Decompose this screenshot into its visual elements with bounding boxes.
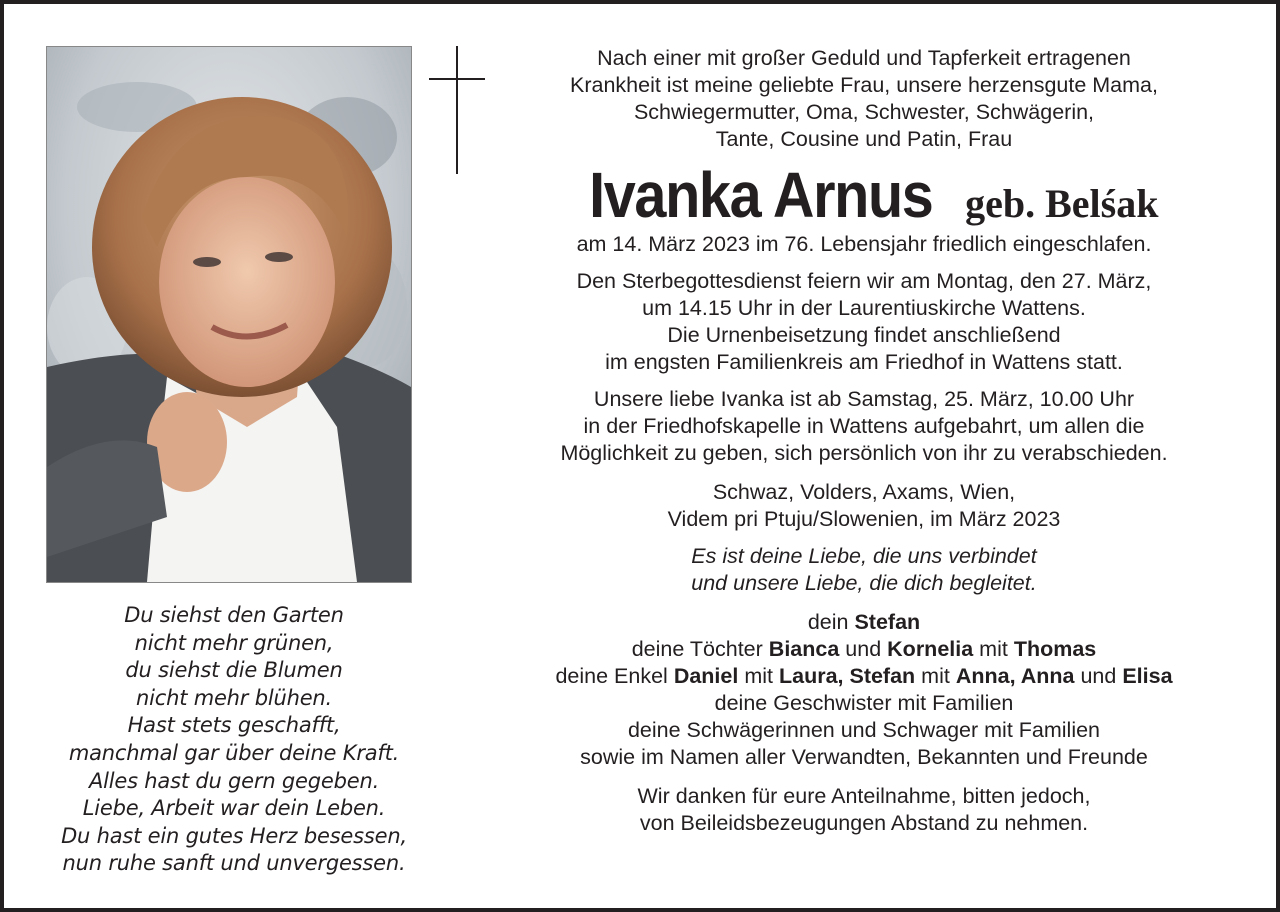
- poem-line: Du siehst den Garten: [124, 603, 344, 627]
- mourner-name: Kornelia: [887, 637, 974, 661]
- latin-cross-icon: [429, 46, 485, 174]
- funeral-service-paragraph: [504, 268, 1224, 376]
- intro-line: Schwiegermutter, Oma, Schwester, Schwägerin,: [633, 100, 1095, 124]
- poem-line: nicht mehr grünen,: [134, 630, 334, 655]
- quote-line: Es ist deine Liebe, die uns verbindet: [691, 544, 1037, 568]
- mourner-grandchildren: [504, 663, 1224, 690]
- viewing-line: Möglichkeit zu geben, sich persönlich von ihr zu verabschieden.: [560, 441, 1168, 465]
- poem-line: Hast stets geschafft,: [127, 713, 341, 738]
- closing-line: von Beileidsbezeugungen Abstand zu nehmen.: [639, 811, 1089, 835]
- place-line: Videm pri Ptuju/Slowenien, im März 2023: [667, 507, 1061, 531]
- mourner-siblings: deine Geschwister mit Familien: [714, 691, 1014, 715]
- mourner-relation: deine Töchter: [631, 637, 763, 661]
- poem-line: manchmal gar über deine Kraft.: [68, 740, 400, 765]
- intro-line: Krankheit ist meine geliebte Frau, unsere herzensgute Mama,: [570, 73, 1158, 97]
- mourner-name: Bianca: [768, 637, 840, 661]
- poem-line: Du hast ein gutes Herz besessen,: [61, 823, 407, 848]
- mourner-daughters: [504, 636, 1224, 663]
- poem-line: du siehst die Blumen: [125, 658, 343, 683]
- quote-line: und unsere Liebe, die dich begleitet.: [691, 571, 1037, 595]
- mourner-name: Daniel: [673, 664, 739, 688]
- service-line: Die Urnenbeisetzung findet anschließend: [667, 323, 1061, 347]
- place-line: Schwaz, Volders, Axams, Wien,: [712, 480, 1016, 504]
- poem-line: Alles hast du gern gegeben.: [88, 768, 380, 793]
- mourner-relation: deine Enkel: [555, 664, 668, 688]
- service-line: um 14.15 Uhr in der Laurentiuskirche Wattens.: [642, 296, 1086, 320]
- deceased-full-name: Ivanka Arnus: [588, 159, 933, 231]
- viewing-line: in der Friedhofskapelle in Wattens aufgebahrt, um allen die: [583, 414, 1145, 438]
- conjunction: mit: [979, 637, 1008, 661]
- memorial-poem: [34, 602, 434, 878]
- death-date-line: am 14. März 2023 im 76. Lebensjahr friedlich eingeschlafen.: [576, 232, 1152, 256]
- closing-line: Wir danken für eure Anteilnahme, bitten jedoch,: [637, 784, 1091, 808]
- mourner-name: Laura, Stefan: [778, 664, 916, 688]
- portrait-image: [47, 47, 411, 582]
- mourners-list: [504, 609, 1224, 771]
- closing-paragraph: [504, 783, 1224, 837]
- quote-paragraph: [504, 543, 1224, 597]
- viewing-line: Unsere liebe Ivanka ist ab Samstag, 25. März, 10.00 Uhr: [593, 387, 1135, 411]
- portrait-photo: [46, 46, 412, 583]
- mourner-others: sowie im Namen aller Verwandten, Bekannten und Freunde: [580, 745, 1148, 769]
- viewing-paragraph: [504, 386, 1224, 467]
- mourner-spouse: [504, 609, 1224, 636]
- mourner-in-laws: deine Schwägerinnen und Schwager mit Familien: [627, 718, 1101, 742]
- service-line: Den Sterbegottesdienst feiern wir am Montag, den 27. März,: [576, 269, 1152, 293]
- obituary-text: [504, 44, 1224, 837]
- mourner-name: Anna, Anna: [955, 664, 1075, 688]
- birth-name: geb. Belśak: [965, 181, 1159, 226]
- conjunction: und: [845, 637, 882, 661]
- mourner-name: Stefan: [854, 610, 921, 634]
- place-date-paragraph: [504, 479, 1224, 533]
- intro-paragraph: [504, 45, 1224, 153]
- intro-line: Nach einer mit großer Geduld und Tapferkeit ertragenen: [597, 46, 1131, 70]
- deceased-name: [504, 159, 1224, 231]
- mourner-name: Thomas: [1013, 637, 1097, 661]
- poem-line: nun ruhe sanft und unvergessen.: [62, 851, 406, 876]
- service-line: im engsten Familienkreis am Friedhof in Wattens statt.: [605, 350, 1123, 374]
- poem-line: Liebe, Arbeit war dein Leben.: [82, 796, 386, 821]
- mourner-relation: dein: [807, 610, 849, 634]
- conjunction: und: [1080, 664, 1117, 688]
- intro-line: Tante, Cousine und Patin, Frau: [715, 127, 1013, 151]
- poem-line: nicht mehr blühen.: [136, 685, 332, 710]
- conjunction: mit: [744, 664, 773, 688]
- conjunction: mit: [921, 664, 950, 688]
- mourner-name: Elisa: [1122, 664, 1173, 688]
